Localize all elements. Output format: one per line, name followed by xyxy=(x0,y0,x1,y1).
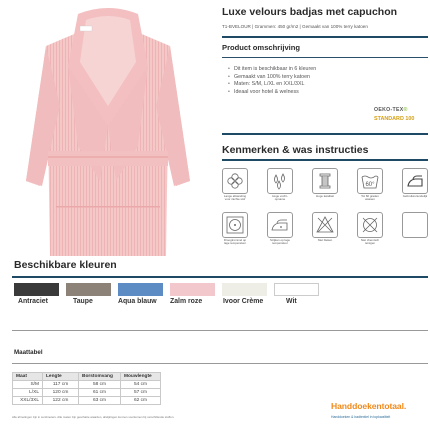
table-cell: 61 cm xyxy=(79,389,121,397)
colors-heading: Beschikbare kleuren xyxy=(14,259,117,271)
table-cell: 58 cm xyxy=(79,381,121,389)
list-item: • Gemaakt van 100% terry katoen xyxy=(228,74,316,82)
divider xyxy=(12,363,428,364)
care-label: Lange afstanding voor zachte stof xyxy=(223,194,247,202)
care-label: Hoge vocht-opname xyxy=(272,194,288,202)
care-item xyxy=(312,168,338,198)
product-image xyxy=(8,6,208,261)
table-row xyxy=(13,381,161,389)
swatch-zalm-roze[interactable] xyxy=(170,283,215,296)
table-cell: 117 cm xyxy=(43,381,79,389)
table-cell: 62 cm xyxy=(121,397,161,405)
care-label: Niet chemisch reinigen xyxy=(360,238,380,246)
color-label: Aqua blauw xyxy=(118,298,157,305)
swatch-ivoor-creme[interactable] xyxy=(222,283,267,296)
description-heading: Product omschrijving xyxy=(222,43,301,52)
care-label: Niet bleken xyxy=(317,238,333,242)
table-row xyxy=(13,389,161,397)
divider xyxy=(222,36,428,38)
care-item xyxy=(267,168,293,202)
iron-low-icon xyxy=(268,213,292,237)
table-cell: L/XL xyxy=(13,389,43,397)
divider xyxy=(12,330,428,331)
svg-text:60°: 60° xyxy=(365,182,375,188)
brand-logo[interactable] xyxy=(331,400,428,426)
color-label: Wit xyxy=(286,298,297,305)
blank-icon xyxy=(402,212,428,238)
oeko-tex-standard: STANDARD 100 xyxy=(374,116,415,122)
table-cell: S/M xyxy=(13,381,43,389)
table-row xyxy=(13,397,161,405)
size-disclaimer: Alle afmetingen zijn in centimeters. Alle maten zijn geschatte waarden, afwijkingen kunnen voorkomen bij verschillende stoffen. xyxy=(12,415,175,419)
care-heading: Kenmerken & was instructies xyxy=(222,144,369,156)
care-label: Droogtrommel op lage temperatuur xyxy=(223,238,247,246)
list-item: • Maten: S/M, L/XL en XXL/3XL xyxy=(228,81,316,89)
no-dry-clean-icon xyxy=(358,213,382,237)
list-item: • Dit item is beschikbaar in 6 kleuren xyxy=(228,66,316,74)
brand-name: Handdoekentotaal. xyxy=(331,401,407,411)
divider xyxy=(12,276,428,278)
care-item xyxy=(267,212,293,246)
oeko-tex-name: OEKO-TEX® xyxy=(374,107,408,113)
care-item xyxy=(312,212,338,242)
water-drops-icon xyxy=(268,169,292,193)
bathrobe-illustration xyxy=(8,6,208,261)
size-table xyxy=(12,372,161,405)
table-cell: 63 cm xyxy=(79,397,121,405)
column-header: Lengte xyxy=(43,373,79,381)
care-item xyxy=(402,212,428,239)
product-title: Luxe velours badjas met capuchon xyxy=(222,6,398,18)
no-bleach-icon xyxy=(313,213,337,237)
wash-60-icon xyxy=(358,169,382,193)
description-list xyxy=(228,66,316,96)
color-label: Ivoor Crème xyxy=(223,298,264,305)
table-cell: 122 cm xyxy=(43,397,79,405)
oeko-tex-logo xyxy=(374,107,430,127)
table-header-row xyxy=(13,373,161,381)
care-item xyxy=(357,168,383,202)
divider xyxy=(222,133,428,135)
thread-spool-icon xyxy=(313,169,337,193)
care-label: Tot 60 graden wassen xyxy=(361,194,379,202)
size-table-heading: Maattabel xyxy=(14,349,43,356)
divider xyxy=(222,57,428,58)
care-label: Gebruiksvriendelijk xyxy=(402,194,428,198)
column-header: Maat xyxy=(13,373,43,381)
care-item xyxy=(222,212,248,246)
list-item: • Ideaal voor hotel & welness xyxy=(228,89,316,97)
care-label: Strijken op lage temperatuur xyxy=(270,238,290,246)
divider xyxy=(222,159,428,161)
care-item xyxy=(222,168,248,202)
color-label: Antraciet xyxy=(18,298,48,305)
color-label: Zalm roze xyxy=(170,298,203,305)
table-cell: 120 cm xyxy=(43,389,79,397)
iron-icon xyxy=(403,169,427,193)
care-item xyxy=(402,168,428,198)
care-item xyxy=(357,212,383,246)
brand-tagline: Handdoeken & badtextiel in topkwaliteit xyxy=(331,415,391,419)
color-label: Taupe xyxy=(73,298,93,305)
swatch-antraciet[interactable] xyxy=(14,283,59,296)
swatch-aqua-blauw[interactable] xyxy=(118,283,163,296)
column-header: Mouwlengte xyxy=(121,373,161,381)
table-cell: 57 cm xyxy=(121,389,161,397)
swatch-taupe[interactable] xyxy=(66,283,111,296)
swatch-wit[interactable] xyxy=(274,283,319,296)
column-header: Borstomvang xyxy=(79,373,121,381)
product-subtitle: T1-BVELOUR | Grammen: 450 gr/m2 | Gemaakt van 100% terry katoen xyxy=(222,24,368,29)
table-cell: 54 cm xyxy=(121,381,161,389)
tumble-dry-low-icon xyxy=(223,213,247,237)
table-cell: XXL/3XL xyxy=(13,397,43,405)
care-label: Hoge kwaliteit xyxy=(316,194,334,198)
flower-softness-icon xyxy=(223,169,247,193)
